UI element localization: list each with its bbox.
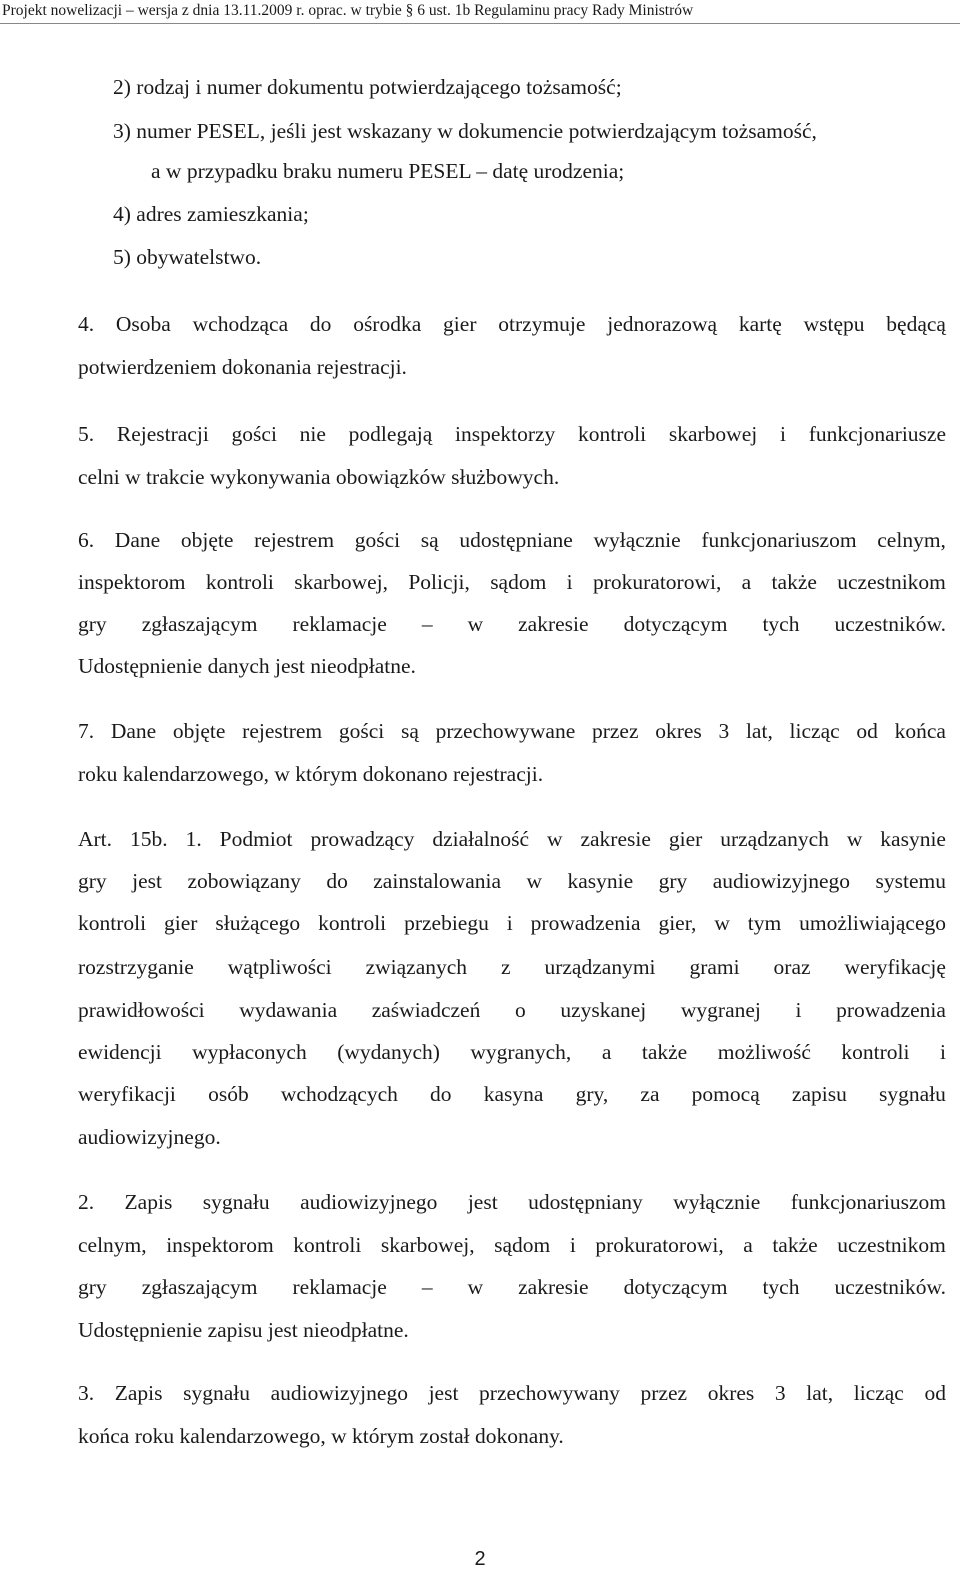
word: uzyskanej <box>560 998 647 1022</box>
document-header: Projekt nowelizacji – wersja z dnia 13.11.2009 r. oprac. w trybie § 6 ust. 1b Regulaminu pracy Rady Ministrów <box>2 2 694 19</box>
word: uczestnikom <box>837 570 946 594</box>
word: prowadzenia <box>836 998 946 1022</box>
word: zakresie <box>518 612 589 636</box>
page-number: 2 <box>474 1548 486 1570</box>
word: gier <box>443 312 477 336</box>
list-item-5: 5) obywatelstwo. <box>113 245 262 269</box>
art-15b-1-line-8: audiowizyjnego. <box>78 1125 221 1149</box>
word: przechowywane <box>435 719 576 743</box>
word: audiowizyjnego <box>270 1381 408 1405</box>
word: zgłaszającym <box>141 612 258 636</box>
art-15b-3-line-2: końca roku kalendarzowego, w którym został dokonany. <box>78 1424 564 1448</box>
word: udostępniany <box>528 1190 643 1214</box>
word: związanych <box>365 955 468 979</box>
word: Dane <box>114 528 161 552</box>
word: ewidencji <box>78 1040 162 1064</box>
art-15b-1-line-5 <box>78 995 946 1025</box>
word: także <box>772 1233 818 1257</box>
word: tych <box>762 612 800 636</box>
word: do <box>326 869 348 893</box>
word: a <box>741 570 752 594</box>
word: zgłaszającym <box>141 1275 258 1299</box>
word: dotyczącym <box>623 1275 728 1299</box>
word: celnym, <box>78 1233 147 1257</box>
word: funkcjonariusze <box>808 422 946 446</box>
word: oraz <box>773 955 811 979</box>
word: sygnału <box>202 1190 270 1214</box>
word: i <box>795 998 802 1022</box>
word: gry <box>78 1275 107 1299</box>
paragraph-4-line-1 <box>78 309 946 339</box>
word: zakresie <box>580 827 651 851</box>
word: inspektorzy <box>454 422 556 446</box>
word: i <box>569 1233 576 1257</box>
word: wyłącznie <box>593 528 681 552</box>
word: do <box>430 1082 452 1106</box>
paragraph-7-line-2: roku kalendarzowego, w którym dokonano rejestracji. <box>78 762 544 786</box>
word: o <box>514 998 526 1022</box>
word: umożliwiającego <box>799 911 946 935</box>
word: 5. <box>78 422 95 446</box>
word: kontroli <box>841 1040 910 1064</box>
word: uczestnikom <box>837 1233 946 1257</box>
word: 7. <box>78 719 95 743</box>
art-15b-2-line-2 <box>78 1230 946 1260</box>
word: Podmiot <box>219 827 293 851</box>
word: objęte <box>172 719 226 743</box>
art-15b-1-line-1 <box>78 824 946 854</box>
word: wygranych, <box>470 1040 572 1064</box>
word: skarbowej, <box>294 570 388 594</box>
paragraph-6-line-1 <box>78 525 946 555</box>
word: dotyczącym <box>623 612 728 636</box>
art-15b-1-line-7 <box>78 1079 946 1109</box>
word: osób <box>208 1082 249 1106</box>
word: przechowywany <box>479 1381 620 1405</box>
word: gości <box>338 719 385 743</box>
word: w <box>846 827 863 851</box>
word: kasyna <box>483 1082 544 1106</box>
word: audiowizyjnego <box>712 869 851 893</box>
word: weryfikację <box>844 955 946 979</box>
word: kasynie <box>880 827 946 851</box>
word: działalność <box>432 827 530 851</box>
word: Policji, <box>408 570 470 594</box>
word: wygranej <box>680 998 761 1022</box>
header-rule <box>0 23 960 24</box>
art-15b-1-line-6 <box>78 1037 946 1067</box>
word: urządzanych <box>720 827 829 851</box>
word: za <box>640 1082 660 1106</box>
word: urządzanymi <box>544 955 656 979</box>
word: kasynie <box>567 869 634 893</box>
word: służącego <box>215 911 301 935</box>
word: zobowiązany <box>187 869 301 893</box>
word: zainstalowania <box>373 869 502 893</box>
word: skarbowej <box>668 422 758 446</box>
word: 1. <box>185 827 202 851</box>
word: wypłaconych <box>192 1040 307 1064</box>
word: uczestników. <box>834 1275 946 1299</box>
word: pomocą <box>691 1082 760 1106</box>
word: lat, <box>806 1381 834 1405</box>
paragraph-6-line-4: Udostępnienie danych jest nieodpłatne. <box>78 654 416 678</box>
word: (wydanych) <box>337 1040 440 1064</box>
word: możliwość <box>717 1040 811 1064</box>
list-item-3-line-2: a w przypadku braku numeru PESEL – datę urodzenia; <box>151 159 625 183</box>
word: tym <box>747 911 782 935</box>
word: Dane <box>110 719 157 743</box>
word: jest <box>428 1381 459 1405</box>
art-15b-2-line-3 <box>78 1272 946 1302</box>
word: gier <box>668 827 703 851</box>
word: od <box>856 719 878 743</box>
word: okres <box>655 719 702 743</box>
word: rozstrzyganie <box>78 955 194 979</box>
word: przez <box>591 719 639 743</box>
art-15b-2-line-4: Udostępnienie zapisu jest nieodpłatne. <box>78 1318 409 1342</box>
word: weryfikacji <box>78 1082 176 1106</box>
paragraph-4-line-2: potwierdzeniem dokonania rejestracji. <box>78 355 407 379</box>
word: i <box>779 422 786 446</box>
word: Art. <box>78 827 113 851</box>
paragraph-5-line-1 <box>78 419 946 449</box>
word: jednorazową <box>607 312 718 336</box>
word: zaświadczeń <box>371 998 481 1022</box>
word: prowadzący <box>310 827 415 851</box>
word: wątpliwości <box>227 955 332 979</box>
word: 6. <box>78 528 95 552</box>
word: zapisu <box>791 1082 847 1106</box>
word: wchodząca <box>192 312 289 336</box>
word: jest <box>132 869 162 893</box>
word: i <box>506 911 513 935</box>
word: nie <box>299 422 326 446</box>
word: funkcjonariuszom <box>701 528 857 552</box>
word: Zapis <box>124 1190 173 1214</box>
word: licząc <box>789 719 840 743</box>
word: otrzymuje <box>498 312 586 336</box>
word: inspektorom <box>166 1233 274 1257</box>
word: przebiegu <box>404 911 489 935</box>
word: – <box>421 612 433 636</box>
word: w <box>467 612 484 636</box>
art-15b-1-line-3 <box>78 908 946 938</box>
word: sądom <box>494 1233 551 1257</box>
word: gości <box>231 422 277 446</box>
word: i <box>566 570 573 594</box>
word: podlegają <box>348 422 433 446</box>
word: zakresie <box>518 1275 589 1299</box>
word: kontroli <box>78 911 147 935</box>
word: wydawania <box>239 998 338 1022</box>
word: będącą <box>886 312 946 336</box>
word: celnym, <box>877 528 946 552</box>
word: wyłącznie <box>673 1190 761 1214</box>
word: reklamacje <box>292 612 387 636</box>
art-15b-1-line-2 <box>78 866 946 896</box>
word: są <box>420 528 439 552</box>
word: sygnału <box>879 1082 946 1106</box>
art-15b-2-line-1 <box>78 1187 946 1217</box>
paragraph-6-line-3 <box>78 609 946 639</box>
word: gości <box>354 528 401 552</box>
word: prawidłowości <box>78 998 205 1022</box>
word: audiowizyjnego <box>300 1190 438 1214</box>
word: ośrodka <box>353 312 422 336</box>
word: rejestrem <box>254 528 335 552</box>
word: kartę <box>738 312 782 336</box>
word: i <box>939 1040 946 1064</box>
word: 3. <box>78 1381 95 1405</box>
art-15b-1-line-4 <box>78 952 946 982</box>
word: 3 <box>774 1381 786 1405</box>
word: objęte <box>180 528 234 552</box>
word: końca <box>894 719 946 743</box>
word: prokuratorowi, <box>595 1233 724 1257</box>
word: grami <box>689 955 740 979</box>
word: w <box>546 827 563 851</box>
word: 3 <box>718 719 730 743</box>
word: od <box>924 1381 946 1405</box>
word: sądom <box>490 570 547 594</box>
word: skarbowej, <box>380 1233 475 1257</box>
word: reklamacje <box>292 1275 387 1299</box>
word: także <box>771 570 817 594</box>
word: sygnału <box>183 1381 251 1405</box>
word: w <box>526 869 543 893</box>
word: wstępu <box>803 312 865 336</box>
word: inspektorom <box>78 570 186 594</box>
word: uczestników. <box>834 612 946 636</box>
word: prokuratorowi, <box>592 570 722 594</box>
paragraph-5-line-2: celni w trakcie wykonywania obowiązków służbowych. <box>78 465 560 489</box>
word: gier <box>164 911 198 935</box>
word: w <box>467 1275 484 1299</box>
word: gier, <box>658 911 697 935</box>
art-15b-3-line-1 <box>78 1378 946 1408</box>
word: 15b. <box>130 827 168 851</box>
word: a <box>601 1040 612 1064</box>
word: gry, <box>575 1082 609 1106</box>
word: Zapis <box>114 1381 163 1405</box>
word: są <box>400 719 419 743</box>
word: z <box>501 955 511 979</box>
word: wchodzących <box>280 1082 398 1106</box>
word: – <box>421 1275 433 1299</box>
list-item-2: 2) rodzaj i numer dokumentu potwierdzającego tożsamość; <box>113 75 622 99</box>
word: rejestrem <box>242 719 323 743</box>
word: przez <box>640 1381 688 1405</box>
paragraph-6-line-2 <box>78 567 946 597</box>
word: systemu <box>875 869 946 893</box>
word: 4. <box>78 312 95 336</box>
word: w <box>714 911 730 935</box>
word: prowadzenia <box>530 911 641 935</box>
word: kontroli <box>318 911 387 935</box>
word: także <box>641 1040 688 1064</box>
word: gry <box>78 612 107 636</box>
word: funkcjonariuszom <box>790 1190 946 1214</box>
list-item-3-line-1: 3) numer PESEL, jeśli jest wskazany w dokumencie potwierdzającym tożsamość, <box>113 119 817 143</box>
word: kontroli <box>205 570 274 594</box>
paragraph-7-line-1 <box>78 716 946 746</box>
word: jest <box>467 1190 498 1214</box>
word: do <box>309 312 332 336</box>
word: kontroli <box>293 1233 362 1257</box>
word: a <box>743 1233 753 1257</box>
list-item-4: 4) adres zamieszkania; <box>113 202 309 226</box>
word: licząc <box>853 1381 904 1405</box>
word: gry <box>78 869 107 893</box>
word: Osoba <box>115 312 171 336</box>
word: udostępniane <box>459 528 573 552</box>
word: Rejestracji <box>116 422 209 446</box>
word: okres <box>707 1381 755 1405</box>
word: gry <box>658 869 688 893</box>
word: kontroli <box>578 422 647 446</box>
word: lat, <box>745 719 773 743</box>
word: 2. <box>78 1190 95 1214</box>
word: tych <box>762 1275 800 1299</box>
